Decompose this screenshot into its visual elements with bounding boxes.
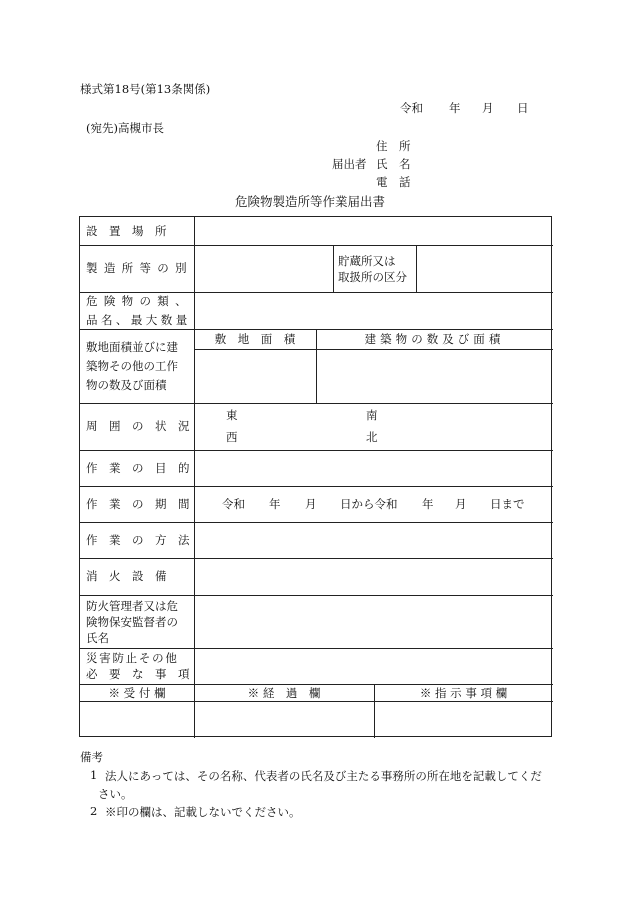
notes-heading: 備考: [80, 750, 103, 764]
direction-east: 東: [226, 408, 238, 422]
field-period[interactable]: [194, 486, 553, 522]
note-2-text: ※印の欄は、記載しないでください。: [105, 805, 301, 819]
direction-north: 北: [366, 430, 378, 444]
label-hazmat-line1: 危険物の類、: [86, 293, 193, 308]
period-start-year: 年: [269, 497, 281, 511]
applicant-prefix: 届出者: [332, 157, 367, 171]
label-purpose: [80, 450, 194, 486]
note-1-text-cont: さい。: [98, 787, 133, 801]
label-purpose-text: 作 業 の 目 的: [86, 460, 190, 475]
label-facility-type: [80, 245, 194, 292]
period-start-day: 日から令和: [340, 497, 398, 511]
label-method-text: 作 業 の 方 法: [86, 532, 190, 547]
label-disaster-prevention: [80, 648, 194, 684]
label-site-area-line2: 築物その他の工作: [86, 358, 178, 373]
label-hazmat: [80, 292, 194, 329]
header-buildings: [316, 329, 553, 349]
field-method[interactable]: [194, 522, 553, 558]
label-manager-line3: 氏名: [86, 630, 109, 645]
field-purpose[interactable]: [194, 450, 553, 486]
label-surroundings-text: 周 囲 の 状 況: [86, 419, 190, 433]
label-install-location: [80, 217, 194, 245]
label-manager-line2: 険物保安監督者の: [86, 614, 178, 629]
header-buildings-text: 建築物の数及び面積: [364, 332, 505, 346]
label-install-location-text: 設 置 場 所: [86, 223, 167, 238]
label-hazmat-line2: 品名、最大数量: [86, 312, 191, 327]
field-surroundings[interactable]: [194, 403, 553, 450]
label-site-area-line3: 物の数及び面積: [86, 377, 167, 392]
header-site-area-text: 敷 地 面 積: [214, 332, 296, 346]
header-instructions-text: ※ 指 示 事 項 欄: [419, 685, 508, 700]
field-instructions: [374, 701, 553, 737]
applicant-name-label: 氏 名: [376, 157, 411, 171]
note-1-number: 1: [90, 768, 98, 782]
form-title: 危険物製造所等作業届出書: [235, 194, 386, 209]
label-site-area-line1: 敷地面積並びに建: [86, 339, 178, 354]
form-table: [79, 216, 552, 737]
header-progress: [194, 684, 374, 701]
header-reception-text: ※ 受 付 欄: [108, 685, 166, 700]
label-manager-line1: 防火管理者又は危: [86, 598, 178, 613]
label-fire-equipment-text: 消 火 設 備: [86, 569, 167, 583]
label-fire-equipment: [80, 558, 194, 595]
label-storage-category-line1: 貯蔵所又は: [338, 253, 396, 268]
label-method: [80, 522, 194, 558]
field-storage-category[interactable]: [416, 245, 553, 292]
label-site-area: [80, 329, 194, 403]
label-facility-type-text: 製造所等の別: [86, 261, 193, 275]
header-progress-text: ※ 経 過 欄: [247, 685, 321, 700]
header-reception: [80, 684, 194, 701]
date-era: 令和: [400, 101, 423, 115]
applicant-address-label: 住 所: [376, 139, 411, 153]
addressee: (宛先)高槻市長: [86, 121, 164, 135]
label-period: [80, 486, 194, 522]
field-disaster-prevention[interactable]: [194, 648, 553, 684]
note-1-text: 法人にあっては、その名称、代表者の氏名及び主たる事務所の所在地を記載してくだ: [105, 769, 542, 783]
field-install-location[interactable]: [194, 217, 553, 245]
field-facility-type[interactable]: [194, 245, 333, 292]
field-reception: [80, 701, 194, 737]
date-day: 日: [517, 101, 529, 115]
date-year: 年: [449, 101, 461, 115]
note-2-number: 2: [90, 804, 98, 818]
field-buildings[interactable]: [316, 349, 553, 403]
label-storage-category: [333, 245, 416, 292]
header-instructions: [374, 684, 553, 701]
applicant-phone-label: 電 話: [376, 175, 411, 189]
label-manager: [80, 595, 194, 648]
header-site-area: [194, 329, 316, 349]
field-manager[interactable]: [194, 595, 553, 648]
direction-south: 南: [366, 408, 378, 422]
label-surroundings: [80, 403, 194, 450]
label-storage-category-line2: 取扱所の区分: [338, 269, 407, 284]
label-disaster-line1: 災害防止その他: [86, 651, 179, 665]
date-month: 月: [482, 101, 494, 115]
field-progress: [194, 701, 374, 737]
field-fire-equipment[interactable]: [194, 558, 553, 595]
form-number: 様式第18号(第13条関係): [80, 82, 211, 96]
period-end-year: 年: [422, 497, 434, 511]
label-period-text: 作 業 の 期 間: [86, 496, 190, 511]
direction-west: 西: [226, 430, 238, 444]
label-disaster-line2: 必 要 な 事 項: [86, 667, 190, 681]
period-start-month: 月: [305, 497, 317, 511]
period-start-era: 令和: [222, 497, 245, 511]
field-hazmat[interactable]: [194, 292, 553, 329]
period-end-day: 日まで: [490, 497, 525, 511]
period-end-month: 月: [455, 497, 467, 511]
field-site-area[interactable]: [194, 349, 316, 403]
